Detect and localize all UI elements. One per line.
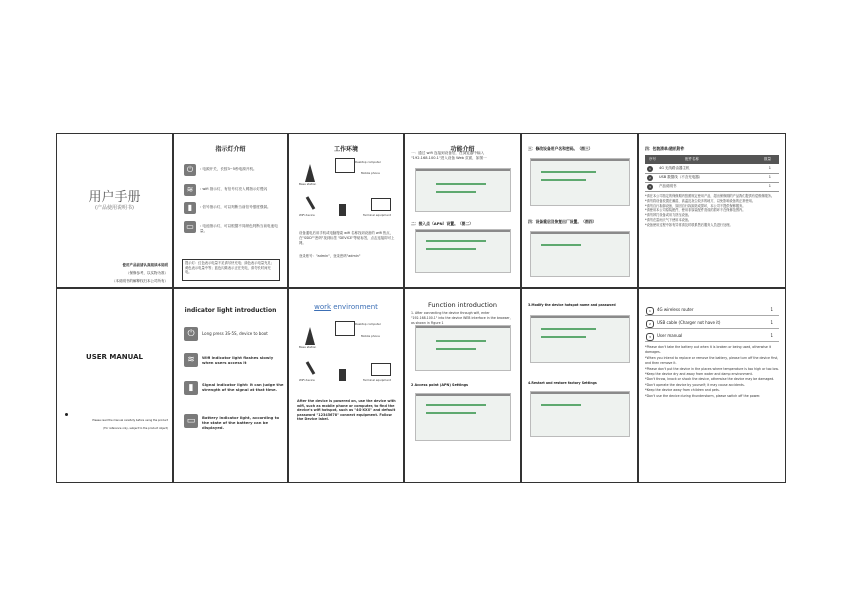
env-en-label-4: WiFi device [299, 378, 315, 382]
indicator-cn-title: 指示灯介绍 [215, 146, 246, 153]
env-cn-label-3: Mobile phone [361, 171, 380, 175]
function-en-panel [404, 288, 521, 483]
row-name: USB cable (Charger not have it) [657, 320, 721, 325]
function-en-step2: 2 Access point (APN) Settings [411, 383, 469, 387]
screenshot-login [415, 325, 511, 371]
bullet-dot [65, 413, 68, 416]
env-cn-label-1: Base station [299, 182, 317, 186]
tower-icon [305, 164, 315, 182]
row-number: 3 [646, 333, 654, 341]
packing-cn-note: *请勿在雷雨天气下使用本设备。 [645, 217, 692, 222]
router-icon [339, 369, 346, 381]
cover-en-title: USER MANUAL [86, 353, 143, 361]
packing-cn-note: *请使用本公司原装配件，使用非原装配件造成的损坏不在保修范围内。 [645, 208, 746, 213]
packing-cn-header-name: 配件名称 [685, 157, 699, 161]
indicator-en-text-3: Signal indicator light: it can judge the strength of the signal at that time. [202, 382, 284, 392]
packing-en-note: *When you intend to replace or remove the battery, please turn off the device first, and then remove it. [645, 355, 779, 366]
cover-cn-line2: （保修参考，以实物为准） [126, 271, 168, 275]
packing-cn-note: *请在本公司指定的保修期内按照规定使用产品，超出保修期的产品我们提供有偿维修服务。 [645, 194, 775, 198]
cover-en-panel [56, 288, 173, 483]
cover-cn-title: 用户手册 [88, 190, 141, 205]
screenshot-password [530, 158, 630, 206]
cover-cn-line1: 使用产品前请认真阅读本说明 [122, 263, 168, 267]
env-cn-panel [288, 133, 404, 288]
indicator-cn-note: 提示灯：红色表示电量不足请尽快充电；绿色表示电量充足；黄色表示电量中等；蓝色闪烁表示正在充电，请勿长时间充电。 [182, 259, 280, 281]
packing-en-note: *Keep the device away from children and pets. [645, 388, 720, 393]
battery-icon: ▭ [184, 221, 196, 233]
packing-cn-title: 四：包装清单/随机附件 [645, 146, 685, 151]
row-qty: 1 [768, 184, 771, 188]
wifi-icon: ≋ [184, 353, 198, 367]
table-row [645, 304, 779, 316]
env-en-panel [288, 288, 404, 483]
settings-cn-step4: 四：设备重启及恢复出厂设置。（图四） [528, 219, 597, 224]
monitor-icon [335, 158, 355, 173]
row-name: 4G wireless router [657, 307, 694, 312]
wifi-icon: ≋ [184, 184, 196, 196]
env-en-title [289, 303, 403, 311]
function-cn-step2: 二：接入点（APN）设置。（图二） [411, 221, 474, 226]
packing-cn-panel [638, 133, 786, 288]
settings-en-step4: 4.Restart and restore factory Settings [528, 381, 597, 385]
row-name: 4G 无线路由器主机 [659, 166, 690, 170]
manual-sheet [56, 133, 786, 483]
function-en-title: Function introduction [428, 301, 497, 309]
screenshot-restart [530, 391, 630, 437]
packing-cn-note: *请勿将设备放置在潮湿、高温及灰尘较多的地方，以免影响设备的正常使用。 [645, 198, 755, 203]
env-cn-label-4: WiFi device [299, 213, 315, 217]
env-en-label-5: Terminal equipment [363, 378, 391, 382]
packing-cn-header-qty: 数量 [764, 157, 771, 161]
packing-en-note: *Don't throw, knock or shock the device, otherwise the device may be damaged. [645, 377, 775, 382]
signal-icon: ▮ [184, 381, 198, 395]
packing-cn-note: *设备使用过程中如有异常请及时联系售后服务人员进行处理。 [645, 222, 733, 227]
env-en-text: After the device is powered on, use the device with wifi, such as mobile phone or computer, to find the device's wifi hotspot, such as "4G-XXX" and default password "12345678" connect equipment. Follow the Device label. [297, 399, 396, 422]
settings-en-step3: 3.Modify the device hotspot name and password [528, 303, 616, 307]
row-number: 2 [647, 175, 653, 181]
packing-cn-note: *请勿摔打设备或用力挤压设备。 [645, 213, 692, 218]
packing-en-notes [645, 345, 779, 399]
settings-cn-step3: 三：修改设备用户名和密码。（图三） [528, 146, 593, 151]
env-cn-label-5: Terminal equipment [363, 213, 391, 217]
env-cn-text: 设备通电后用手机或电脑搜索 wifi 名称找到设备的 wifi 热点，在"SSID""密码"找到标签 "DEVICE"等贴标签，点击连接即可上网。 [299, 231, 395, 245]
row-number: 3 [647, 184, 653, 190]
laptop-icon [371, 363, 391, 376]
row-qty: 1 [770, 307, 773, 312]
env-en-label-2: Desktop computer [355, 322, 381, 326]
function-cn-panel [404, 133, 521, 288]
packing-cn-note: *请勿自行拆卸设备，如因自行拆卸造成损坏，本公司不提供保修服务。 [645, 203, 746, 208]
function-cn-step1: 一：通过 wifi 连接到设备后，在浏览器中输入 "192.168.100.1"进入设备 Web 页面，如图一 [411, 151, 487, 160]
laptop-icon [371, 198, 391, 211]
cover-cn-subtitle: (产品使用说明书) [95, 205, 134, 211]
power-icon: ⏻ [184, 327, 198, 341]
indicator-en-text-2: Wifi indicator light flashes slowly when users access it [202, 355, 274, 365]
env-en-title-a: work [314, 303, 332, 311]
screenshot-apn [415, 393, 511, 441]
settings-en-panel [521, 288, 638, 483]
packing-en-note: *Keep the device dry and away from water and damp environment. [645, 372, 753, 377]
table-row [645, 317, 779, 329]
row-qty: 1 [770, 320, 773, 325]
row-qty: 1 [768, 166, 771, 170]
screenshot-restart [530, 231, 630, 277]
router-icon [339, 204, 346, 216]
lamp-icon [306, 361, 316, 375]
battery-icon: ▭ [184, 414, 198, 428]
row-number: 1 [647, 166, 653, 172]
packing-en-panel [638, 288, 786, 483]
indicator-en-panel [173, 288, 288, 483]
indicator-cn-text-3: : 信号指示灯，可以判断当前信号强度强弱。 [200, 205, 271, 209]
packing-cn-header [645, 155, 779, 164]
row-name: User manual [657, 333, 683, 338]
env-en-label-3: Mobile phone [361, 334, 380, 338]
indicator-en-title: indicator light introduction [184, 307, 277, 314]
indicator-cn-text-1: : 电源开关，长按3~5秒电源开机。 [200, 167, 257, 171]
table-row [645, 330, 779, 342]
row-name: USB 数据线（不含充电器） [659, 175, 703, 179]
screenshot-login [415, 168, 511, 212]
env-en-title-b: environment [333, 303, 378, 311]
row-qty: 1 [768, 175, 771, 179]
settings-cn-panel [521, 133, 638, 288]
packing-en-note: *Don't operate the device by yourself; it may cause accidents. [645, 382, 745, 387]
screenshot-password [530, 315, 630, 363]
packing-en-note: *Please don't take the battery out when it is broken or being used, otherwise it damages. [645, 345, 772, 355]
cover-en-note1: Please read the manual carefully before using the product [92, 419, 168, 422]
indicator-en-text-4: Battery indicator light, according to the state of the battery can be displayed. [202, 415, 280, 430]
function-en-step1: 1. After connecting the device through wifi, enter "192.168.100.1" into the device WEB interface in the browser, as shown in Figure 1 [411, 311, 511, 325]
signal-icon: ▮ [184, 202, 196, 214]
power-icon: ⏻ [184, 164, 196, 176]
packing-cn-notes [645, 194, 779, 228]
screenshot-apn [415, 229, 511, 273]
monitor-icon [335, 321, 355, 336]
indicator-cn-text-2: : wifi 指示灯，有信号灯亮入网指示灯慢闪 [200, 187, 268, 191]
table-row [645, 182, 779, 192]
env-cn-title: 工作环境 [333, 146, 358, 153]
env-cn-label-2: Desktop computer [355, 160, 381, 164]
packing-en-note: *Please don't put the device in the places where temperature is too high or too low. [645, 366, 779, 371]
row-number: 2 [646, 320, 654, 328]
cover-cn-panel [56, 133, 173, 288]
packing-en-note: *Don't use the device during thunderstorm, please switch off the power. [645, 393, 761, 398]
cover-cn-line3: （本说明书的解释权归本公司所有） [112, 279, 168, 283]
env-en-label-1: Base station [299, 345, 317, 349]
indicator-cn-panel [173, 133, 288, 288]
tower-icon [305, 327, 315, 345]
cover-en-note2: (For reference only, subject to the product object) [103, 427, 168, 430]
lamp-icon [306, 196, 316, 210]
env-cn-text2: 登录账号："admin"，登录密码"admin" [299, 254, 361, 258]
function-cn-title: 功能介绍 [450, 146, 475, 153]
row-qty: 1 [770, 333, 773, 338]
indicator-en-text-1: Long press 3S-5S, device to boot [202, 331, 268, 336]
row-number: 1 [646, 307, 654, 315]
indicator-cn-text-4: : 电池指示灯，可以根据不同颜色判断当前电池电量。 [200, 224, 278, 233]
packing-cn-header-no: 序号 [649, 157, 656, 161]
row-name: 产品说明书 [659, 184, 677, 188]
